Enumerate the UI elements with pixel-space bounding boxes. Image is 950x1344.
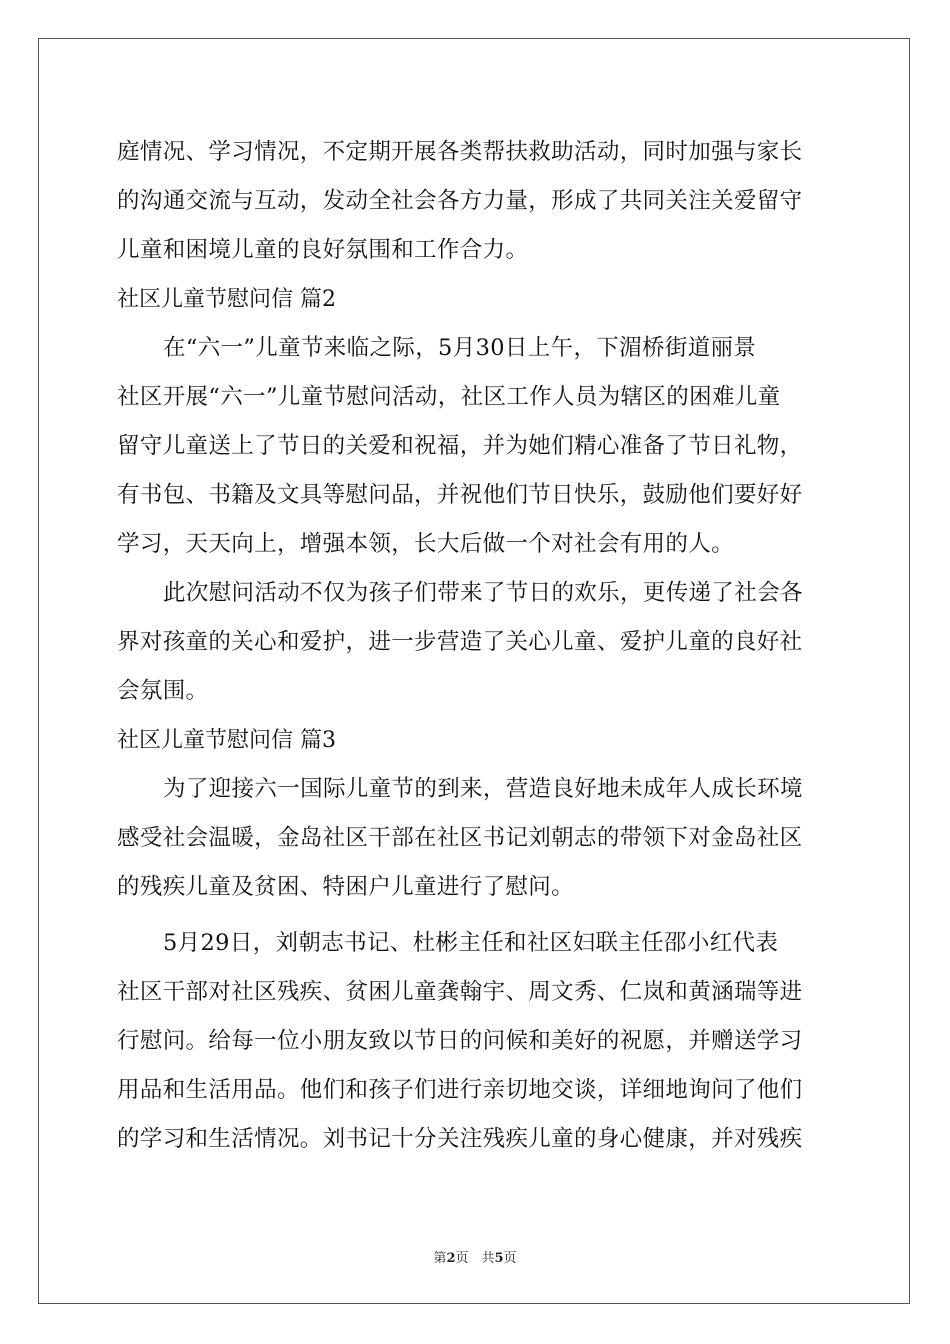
section-heading-3: 社区儿童节慰问信 篇3 xyxy=(117,728,336,753)
paragraph-start: 在“六一”儿童节来临之际，5月30日上午，下湄桥街道丽景 xyxy=(163,335,757,361)
text-line: 行慰问。给每一位小朋友致以节日的问候和美好的祝愿，并赠送学习 xyxy=(117,1028,803,1054)
text-line: 儿童和困境儿童的良好氛围和工作合力。 xyxy=(117,237,529,263)
text-line: 界对孩童的关心和爱护，进一步营造了关心儿童、爱护儿童的良好社 xyxy=(117,629,803,655)
total-page-number: 5 xyxy=(494,1251,504,1266)
footer-middle: 页 共 xyxy=(455,1251,495,1266)
paragraph-start: 5月29日，刘朝志书记、杜彬主任和社区妇联主任邵小红代表 xyxy=(163,930,779,956)
text-line: 的残疾儿童及贫困、特困户儿童进行了慰问。 xyxy=(117,874,575,900)
footer-prefix: 第 xyxy=(433,1251,447,1266)
text-line: 社区开展“六一”儿童节慰问活动，社区工作人员为辖区的困难儿童 xyxy=(117,384,781,410)
text-line: 社区干部对社区残疾、贫困儿童龚翰宇、周文秀、仁岚和黄涵瑞等进 xyxy=(117,979,803,1005)
text-line: 庭情况、学习情况，不定期开展各类帮扶救助活动，同时加强与家长 xyxy=(117,139,803,165)
text-line: 有书包、书籍及文具等慰问品，并祝他们节日快乐，鼓励他们要好好 xyxy=(117,482,803,508)
page-footer xyxy=(0,1247,950,1266)
text-line: 用品和生活用品。他们和孩子们进行亲切地交谈，详细地询问了他们 xyxy=(117,1077,803,1103)
text-line: 感受社会温暖，金岛社区干部在社区书记刘朝志的带领下对金岛社区 xyxy=(117,825,803,851)
text-line: 留守儿童送上了节日的关爱和祝福，并为她们精心准备了节日礼物， xyxy=(117,433,803,459)
text-line: 学习，天天向上，增强本领，长大后做一个对社会有用的人。 xyxy=(117,531,734,557)
text-line: 的学习和生活情况。刘书记十分关注残疾儿童的身心健康，并对残疾 xyxy=(117,1126,803,1152)
current-page-number: 2 xyxy=(446,1251,456,1266)
document-body xyxy=(117,128,835,1164)
section-heading-2: 社区儿童节慰问信 篇2 xyxy=(117,287,336,312)
footer-suffix: 页 xyxy=(503,1251,517,1266)
paragraph-start: 此次慰问活动不仅为孩子们带来了节日的欢乐，更传递了社会各 xyxy=(163,580,803,606)
paragraph-start: 为了迎接六一国际儿童节的到来，营造良好地未成年人成长环境 xyxy=(163,776,803,802)
text-line: 会氛围。 xyxy=(117,678,209,704)
text-line: 的沟通交流与互动，发动全社会各方力量，形成了共同关注关爱留守 xyxy=(117,188,803,214)
